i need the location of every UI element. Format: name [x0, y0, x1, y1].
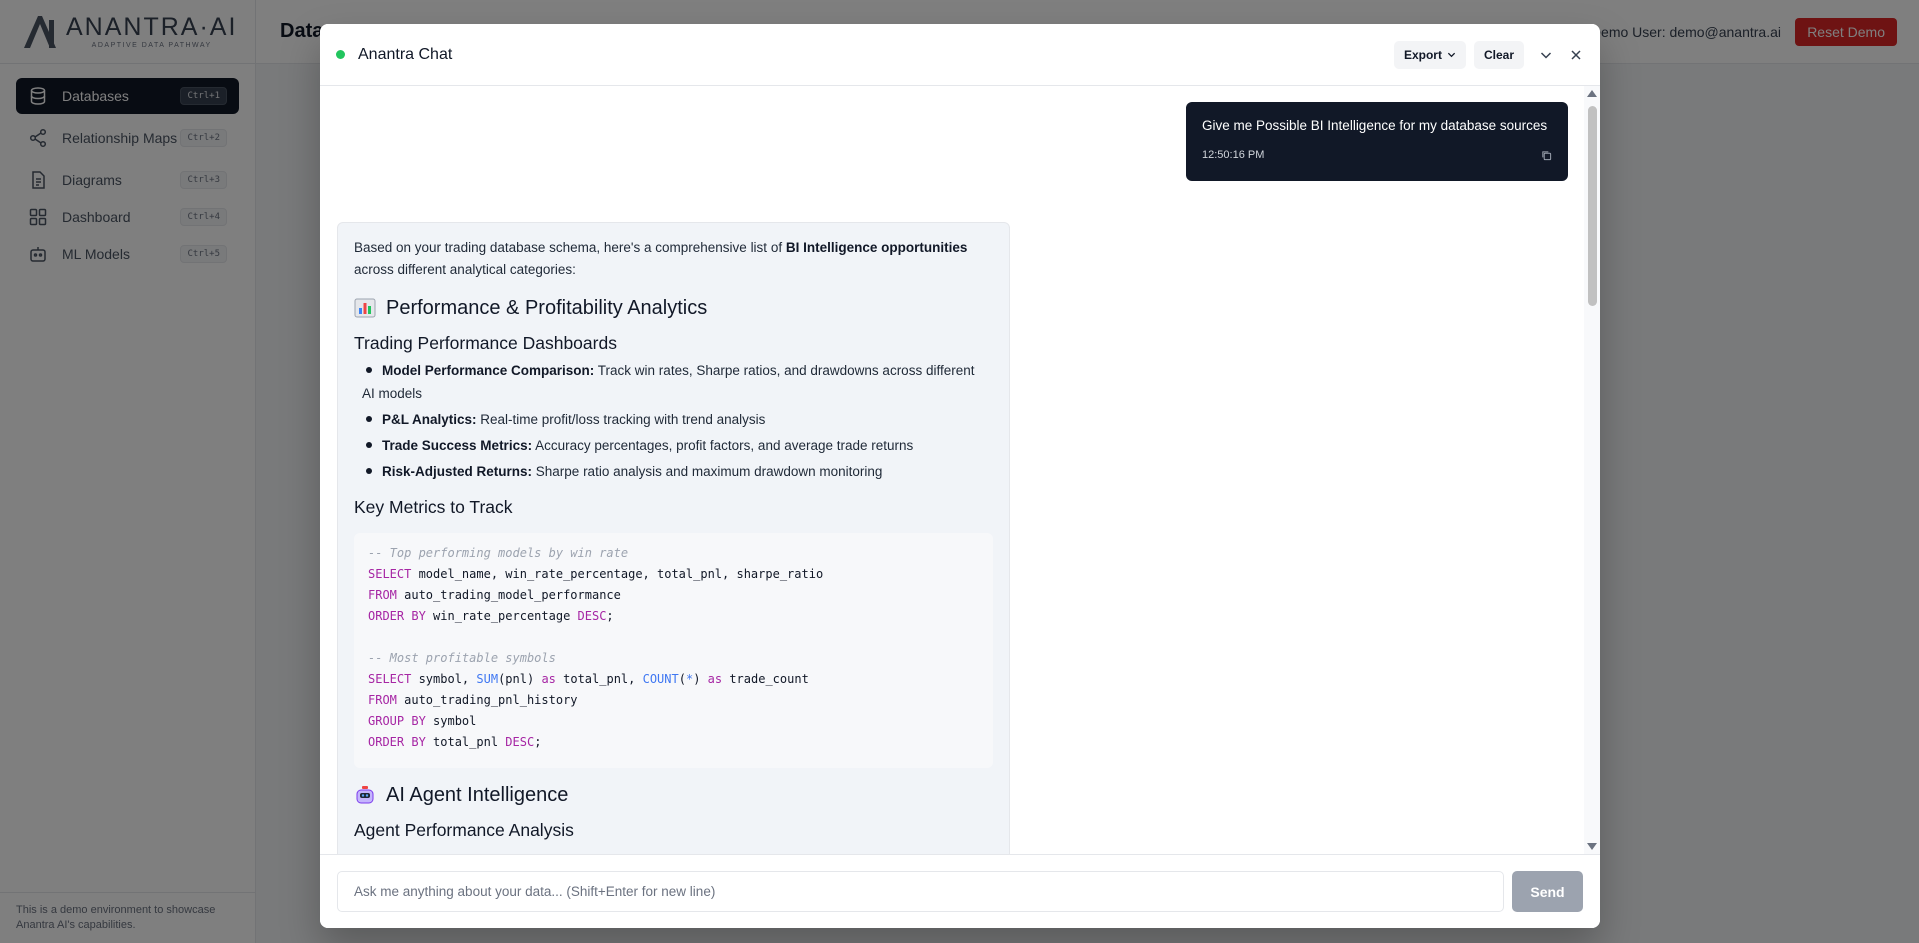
- robot-icon: [354, 784, 376, 806]
- chat-input[interactable]: [337, 871, 1504, 912]
- scroll-down-arrow-icon[interactable]: [1587, 843, 1597, 850]
- chevron-down-icon: [1447, 50, 1456, 59]
- subsection-heading: Agent Performance Analysis: [354, 820, 574, 840]
- list-item: P&L Analytics: Real-time profit/loss tracking with trend analysis: [362, 408, 993, 431]
- list-item: Risk-Adjusted Returns: Sharpe ratio analysis and maximum drawdown monitoring: [362, 460, 993, 483]
- bar-chart-icon: [354, 297, 376, 319]
- list-item: Model Performance Comparison: Track win rates, Sharpe ratios, and drawdowns across different AI models: [362, 359, 993, 405]
- sql-code-block: -- Top performing models by win rate SELECT model_name, win_rate_percentage, total_pnl, sharpe_ratio FROM auto_trading_model_performance ORDER BY win_rate_percentage DESC; -- Most profitable symbols SELECT symbol, SUM(pnl) as total_pnl, COUNT(*) as trade_count FROM auto_trading_pnl_history GROUP BY symbol ORDER BY total_pnl DESC;: [354, 533, 993, 768]
- section-heading: Performance & Profitability Analytics: [354, 295, 993, 321]
- clear-button[interactable]: Clear: [1474, 41, 1524, 69]
- subsection-heading: Trading Performance Dashboards: [354, 333, 617, 353]
- scroll-up-arrow-icon[interactable]: [1587, 90, 1597, 97]
- status-dot: [336, 50, 345, 59]
- close-icon[interactable]: [1568, 47, 1584, 63]
- chat-header: [320, 24, 1600, 86]
- subsection-heading: Key Metrics to Track: [354, 497, 513, 517]
- export-label: Export: [1403, 47, 1442, 62]
- chat-title: Anantra Chat: [358, 45, 453, 63]
- section-heading: AI Agent Intelligence: [354, 782, 993, 808]
- user-message-text: Give me Possible BI Intelligence for my database sources: [1202, 118, 1548, 133]
- intro-paragraph: Based on your trading database schema, here's a comprehensive list of BI Intelligence opportunities across different analytical categories:: [354, 240, 968, 277]
- list-item: Trade Success Metrics: Accuracy percentages, profit factors, and average trade returns: [362, 434, 993, 457]
- message-timestamp: 12:50:16 PM: [1202, 149, 1265, 161]
- message-list[interactable]: [320, 86, 1600, 854]
- export-button[interactable]: [1394, 41, 1466, 69]
- chat-composer: [320, 854, 1600, 928]
- copy-icon[interactable]: [1541, 150, 1552, 161]
- send-button[interactable]: Send: [1512, 871, 1583, 912]
- assistant-message: [337, 222, 1010, 854]
- user-message: [1186, 102, 1568, 181]
- scroll-thumb[interactable]: [1588, 106, 1597, 306]
- chat-modal: [320, 24, 1600, 928]
- chat-scrollbar[interactable]: [1584, 86, 1600, 854]
- minimize-chevron-icon[interactable]: [1538, 47, 1554, 63]
- feature-list: [354, 359, 993, 483]
